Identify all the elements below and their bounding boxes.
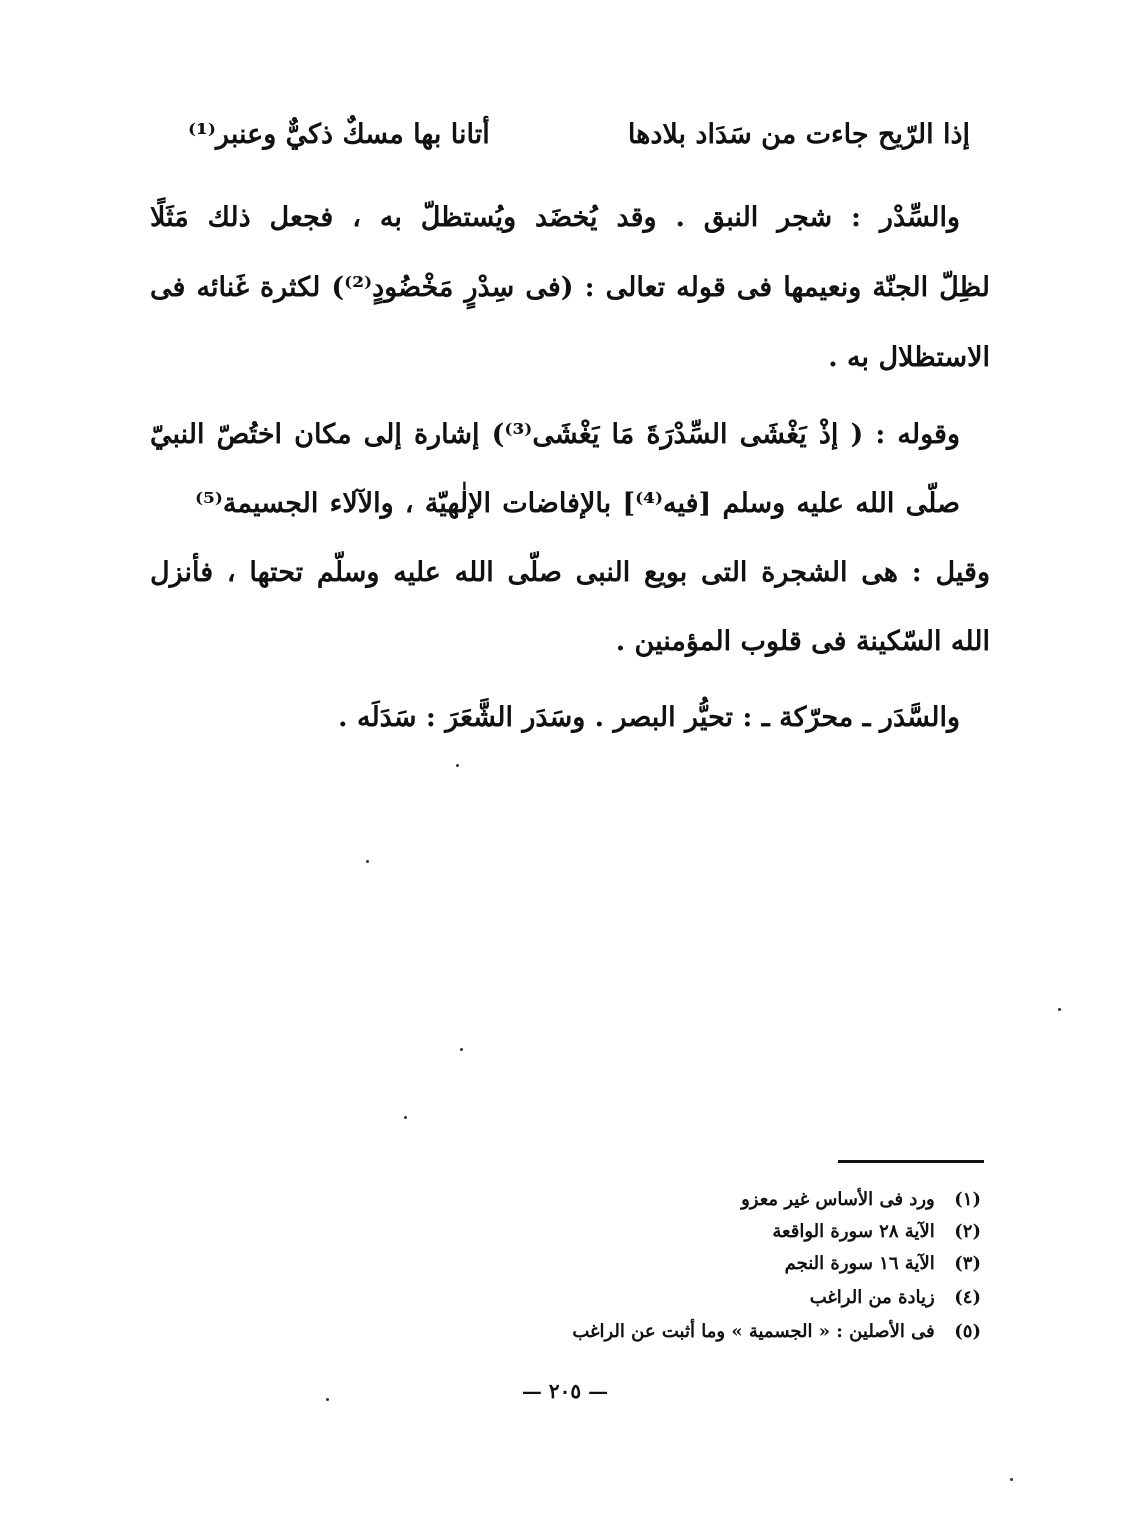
- footnote-number: (٤): [954, 1287, 981, 1308]
- scan-speck: [326, 1398, 329, 1401]
- scan-speck: [456, 764, 459, 767]
- body-line: وقوله : ( إذْ يَغْشَى السِّدْرَةَ مَا يَغْشَى⁽³⁾) إشارة إلى مكان اختُصّ النبيّ: [150, 419, 960, 450]
- body-line: الله السّكينة فى قلوب المؤمنين .: [615, 626, 990, 657]
- body-line: لظِلّ الجنّة ونعيمها فى قوله تعالى : (فى سِدْرٍ مَخْضُودٍ⁽²⁾) لكثرة غَنائه فى: [150, 272, 990, 303]
- footnote: [572, 1318, 981, 1346]
- footnote-text: الآية ٢٨ سورة الواقعة: [772, 1221, 935, 1242]
- footnote-text: الآية ١٦ سورة النجم: [784, 1253, 935, 1274]
- scan-speck: [1010, 1478, 1013, 1481]
- verse-first-hemistich: إذا الرّيح جاءت من سَدَاد بلادها: [627, 119, 970, 150]
- footnote-text: ورد فى الأساس غير معزو: [741, 1189, 935, 1210]
- poetry-verse: [160, 115, 970, 155]
- body-line: وقيل : هى الشجرة التى بويع النبى صلّى الله عليه وسلّم تحتها ، فأنزل: [150, 557, 990, 588]
- verse-second-hemistich: أتانا بها مسكٌ ذكيٌّ وعنبر⁽¹⁾: [188, 119, 490, 150]
- scan-speck: [404, 1116, 407, 1119]
- scan-speck: [1058, 1008, 1061, 1011]
- body-line: والسَّدَر ـ محرّكة ـ : تحيُّر البصر . وسَدَر الشَّعَرَ : سَدَلَه .: [338, 702, 960, 733]
- footnote-text: فى الأصلين : « الجسمية » وما أثبت عن الراغب: [572, 1321, 935, 1342]
- footnote: [785, 1250, 981, 1278]
- footnote-separator: [838, 1160, 984, 1163]
- footnote-number: (٥): [954, 1321, 981, 1342]
- footnote-text: زيادة من الراغب: [809, 1287, 935, 1308]
- footnote-number: (٣): [954, 1253, 981, 1274]
- body-line: الاستظلال به .: [828, 342, 990, 373]
- scan-speck: [460, 1048, 463, 1051]
- footnote-number: (١): [954, 1189, 981, 1210]
- footnote: [810, 1284, 981, 1312]
- body-line: والسِّدْر : شجر النبق . وقد يُخضَد ويُستظلّ به ، فجعل ذلك مَثَلًا: [150, 202, 960, 233]
- footnote: [741, 1186, 981, 1214]
- page-number: — ٢٠٥ —: [521, 1379, 609, 1403]
- body-line: صلّى الله عليه وسلم [فيه⁽⁴⁾] بالإفاضات الإلٰهيّة ، والآلاء الجسيمة⁽⁵⁾: [195, 488, 961, 519]
- scan-speck: [366, 860, 369, 863]
- footnote-number: (٢): [954, 1221, 981, 1242]
- footnote: [772, 1218, 981, 1246]
